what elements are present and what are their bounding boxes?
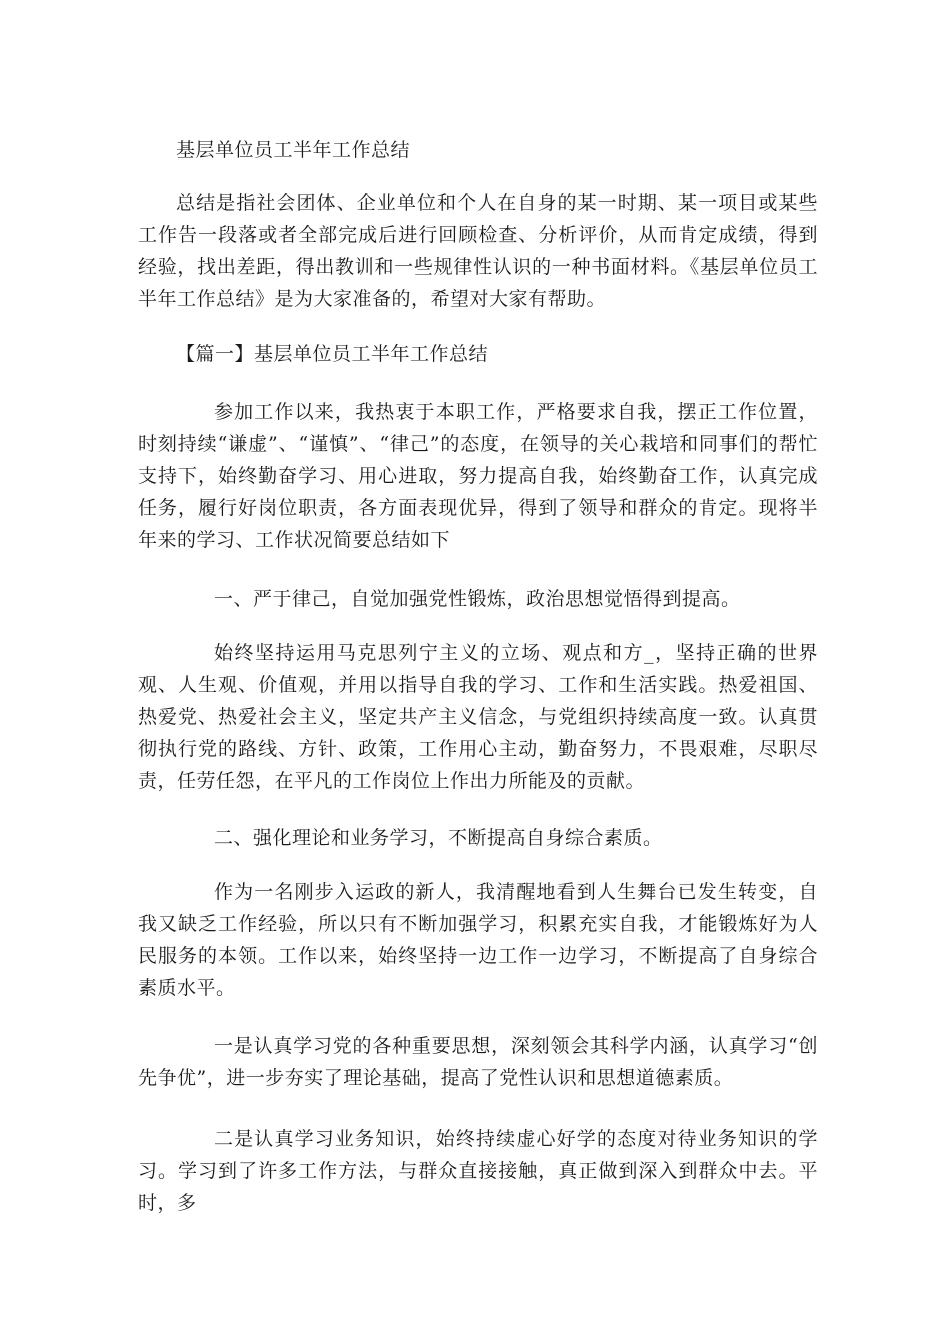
body-paragraph-1: 参加工作以来，我热衷于本职工作，严格要求自我，摆正工作位置，时刻持续“谦虚”、“谨慎”、“律己”的态度，在领导的关心栽培和同事们的帮忙支持下，始终勤奋学习、用心进取，努力提高自我，始终勤奋工作，认真完成任务，履行好岗位职责，各方面表现优异，得到了领导和群众的肯定。现将半年来的学习、工作状况简要总结如下: [138, 401, 818, 551]
body-paragraph-5: 二是认真学习业务知识，始终持续虚心好学的态度对待业务知识的学习。学习到了许多工作方法，与群众直接接触，真正做到深入到群众中去。平时，多: [138, 1128, 818, 1214]
document-title: 基层单位员工半年工作总结: [176, 139, 411, 161]
body-paragraph-3: 作为一名刚步入运政的新人，我清醒地看到人生舞台已发生转变，自我又缺乏工作经验，所以只有不断加强学习，积累充实自我，才能锻炼好为人民服务的本领。工作以来，始终坚持一边工作一边学习，不断提高了自身综合素质水平。: [138, 881, 818, 999]
body-paragraph-4: 一是认真学习党的各种重要思想，深刻领会其科学内涵，认真学习“创先争优”，进一步夯实了理论基础，提高了党性认识和思想道德素质。: [138, 1035, 818, 1089]
section-heading: 【篇一】基层单位员工半年工作总结: [176, 343, 489, 365]
body-paragraph-2: 始终坚持运用马克思列宁主义的立场、观点和方_，坚持正确的世界观、人生观、价值观，并用以指导自我的学习、工作和生活实践。热爱祖国、热爱党、热爱社会主义，坚定共产主义信念，与党组织持续高度一致。认真贯彻执行党的路线、方针、政策，工作用心主动，勤奋努力，不畏艰难，尽职尽责，任劳任怨，在平凡的工作岗位上作出力所能及的贡献。: [138, 642, 818, 792]
subheading-1: 一、严于律己，自觉加强党性锻炼，政治思想觉悟得到提高。: [214, 588, 741, 610]
subheading-2: 二、强化理论和业务学习，不断提高自身综合素质。: [214, 827, 663, 849]
intro-paragraph: 总结是指社会团体、企业单位和个人在自身的某一时期、某一项目或某些工作告一段落或者全部完成后进行回顾检查、分析评价，从而肯定成绩，得到经验，找出差距，得出教训和一些规律性认识的一种书面材料。《基层单位员工半年工作总结》是为大家准备的，希望对大家有帮助。: [138, 192, 818, 310]
